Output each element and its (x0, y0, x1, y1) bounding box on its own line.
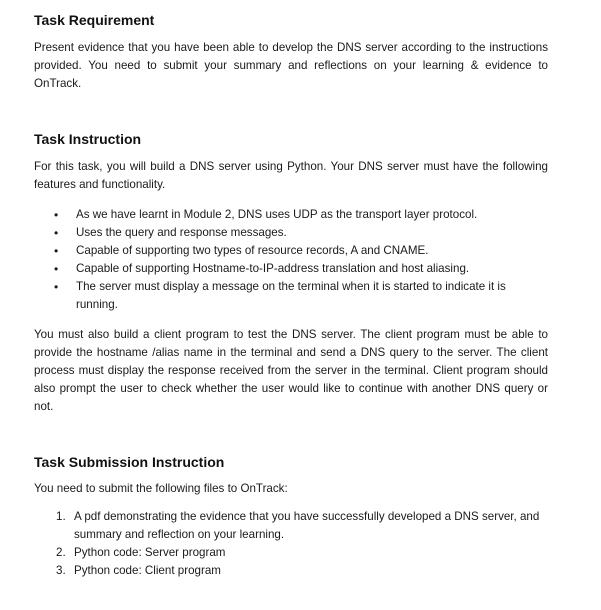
feature-bullet-list (34, 206, 548, 314)
list-item (54, 224, 548, 242)
list-item (54, 260, 548, 278)
task-instruction-heading: Task Instruction (34, 131, 142, 147)
list-item (54, 242, 548, 260)
list-item (56, 562, 548, 580)
bullet-icon: • (54, 262, 59, 276)
bullet-icon: • (54, 280, 59, 294)
list-item-text: Python code: Client program (74, 564, 221, 577)
list-item-text: The server must display a message on the terminal when it is started to indicate it is running. (76, 280, 506, 311)
list-item (54, 278, 548, 314)
list-item-text: Uses the query and response messages. (76, 226, 287, 239)
document-page (34, 8, 548, 580)
list-item-text: Python code: Server program (74, 546, 226, 559)
task-instruction-intro: For this task, you will build a DNS server using Python. Your DNS server must have the following features and functionality. (34, 160, 548, 191)
task-submission-heading: Task Submission Instruction (34, 454, 225, 470)
bullet-icon: • (54, 208, 59, 222)
bullet-icon: • (54, 226, 59, 240)
task-requirement-body: Present evidence that you have been able to develop the DNS server according to the instructions provided. You need to submit your summary and reflections on your learning & evidence to OnTrack. (34, 41, 548, 90)
list-number: 1. (56, 510, 66, 523)
client-program-paragraph: You must also build a client program to test the DNS server. The client program must be able to provide the hostname /alias name in the terminal and send a DNS query to the server. The client process must display the response received from the server in the terminal. Client program should also prompt the user to check whether the user would like to continue with another DNS query or not. (34, 328, 548, 413)
submission-file-list (34, 508, 548, 580)
list-item-text: A pdf demonstrating the evidence that you have successfully developed a DNS server, and summary and reflection on your learning. (74, 510, 540, 541)
task-submission-intro: You need to submit the following files to OnTrack: (34, 482, 288, 495)
list-item (54, 206, 548, 224)
list-item-text: As we have learnt in Module 2, DNS uses UDP as the transport layer protocol. (76, 208, 478, 221)
list-number: 3. (56, 564, 66, 577)
list-item (56, 508, 548, 544)
bullet-icon: • (54, 244, 59, 258)
list-number: 2. (56, 546, 66, 559)
list-item-text: Capable of supporting Hostname-to-IP-address translation and host aliasing. (76, 262, 470, 275)
list-item (56, 544, 548, 562)
task-requirement-heading: Task Requirement (34, 12, 155, 28)
list-item-text: Capable of supporting two types of resource records, A and CNAME. (76, 244, 429, 257)
